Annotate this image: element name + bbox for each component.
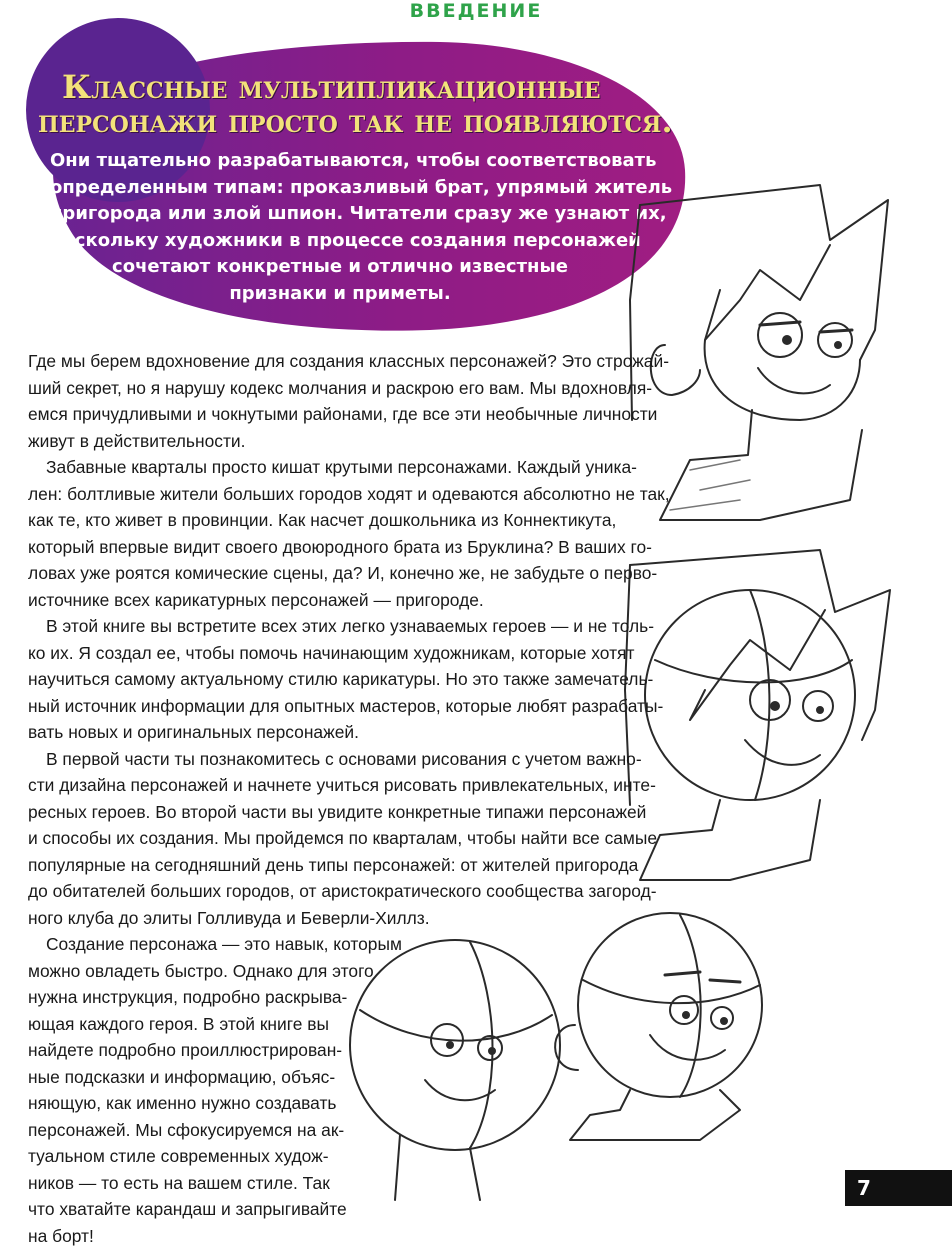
text-line: что хватайте карандаш и запрыгивайте: [28, 1196, 618, 1223]
lead-line: Они тщательно разрабатываются, чтобы соответствовать: [50, 148, 630, 175]
text-line: сти дизайна персонажей и начнете учиться рисовать привлекательных, инте-: [28, 772, 618, 799]
text-line: вать новых и оригинальных персонажей.: [28, 719, 618, 746]
text-line: на борт!: [28, 1223, 618, 1249]
text-line: ников — то есть на вашем стиле. Так: [28, 1170, 618, 1197]
text-line: живут в действительности.: [28, 428, 618, 455]
text-line: популярные на сегодняшний день типы персонажей: от жителей пригорода: [28, 852, 618, 879]
headline-line-2: персонажи просто так не появляются.: [38, 104, 638, 138]
text-line: можно овладеть быстро. Однако для этого: [28, 958, 618, 985]
text-line: как те, кто живет в провинции. Как насчет дошкольника из Коннектикута,: [28, 507, 618, 534]
body-text: [28, 348, 618, 1249]
text-line: туальном стиле современных худож-: [28, 1143, 618, 1170]
headline-line-1: Классные мультипликационные: [38, 70, 638, 104]
text-line: источнике всех карикатурных персонажей — пригороде.: [28, 587, 618, 614]
lead-line: поскольку художники в процессе создания персонажей: [50, 228, 630, 255]
text-line: Создание персонажа — это навык, которым: [28, 931, 618, 958]
text-line: до обитателей больших городов, от аристократического сообщества загород-: [28, 878, 618, 905]
text-line: няющую, как именно нужно создавать: [28, 1090, 618, 1117]
text-line: Забавные кварталы просто кишат крутыми персонажами. Каждый уника-: [28, 454, 618, 481]
text-line: ный источник информации для опытных мастеров, которые любят разрабаты-: [28, 693, 618, 720]
text-line: ресных героев. Во второй части вы увидите конкретные типажи персонажей: [28, 799, 618, 826]
text-line: и способы их создания. Мы пройдемся по кварталам, чтобы найти все самые: [28, 825, 618, 852]
text-line: научиться самому актуальному стилю карикатуры. Но это также замечатель-: [28, 666, 618, 693]
paragraph-5: [28, 931, 618, 1249]
text-line: персонажей. Мы сфокусируемся на ак-: [28, 1117, 618, 1144]
lead-line: сочетают конкретные и отлично известные: [50, 254, 630, 281]
text-line: нужна инструкция, подробно раскрыва-: [28, 984, 618, 1011]
page-number: 7: [845, 1170, 952, 1206]
text-line: В первой части ты познакомитесь с основами рисования с учетом важно-: [28, 746, 618, 773]
text-line: найдете подробно проиллюстрирован-: [28, 1037, 618, 1064]
lead-line: определенным типам: проказливый брат, упрямый житель: [50, 175, 630, 202]
section-label: ВВЕДЕНИЕ: [0, 0, 952, 22]
lead-line: признаки и приметы.: [50, 281, 630, 308]
paragraph-1: [28, 348, 618, 454]
text-line: ющая каждого героя. В этой книге вы: [28, 1011, 618, 1038]
paragraph-3: [28, 613, 618, 746]
text-line: емся причудливыми и чокнутыми районами, где все эти необычные личности: [28, 401, 618, 428]
text-line: ные подсказки и информацию, объяс-: [28, 1064, 618, 1091]
text-line: Где мы берем вдохновение для создания классных персонажей? Это строжай-: [28, 348, 618, 375]
paragraph-2: [28, 454, 618, 613]
text-line: В этой книге вы встретите всех этих легко узнаваемых героев — и не толь-: [28, 613, 618, 640]
text-line: ловах уже роятся комические сцены, да? И, конечно же, не забудьте о перво-: [28, 560, 618, 587]
lead-line: пригорода или злой шпион. Читатели сразу же узнают их,: [50, 201, 630, 228]
sketch-construction-hair: [625, 550, 890, 880]
text-line: ко их. Я создал ее, чтобы помочь начинающим художникам, которые хотят: [28, 640, 618, 667]
text-line: который впервые видит своего двоюродного брата из Бруклина? В ваших го-: [28, 534, 618, 561]
text-line: ший секрет, но я нарушу кодекс молчания и раскрою его вам. Мы вдохновля-: [28, 375, 618, 402]
text-line: лен: болтливые жители больших городов ходят и одеваются абсолютно не так,: [28, 481, 618, 508]
paragraph-4: [28, 746, 618, 932]
text-line: ного клуба до элиты Голливуда и Беверли-Хиллз.: [28, 905, 618, 932]
